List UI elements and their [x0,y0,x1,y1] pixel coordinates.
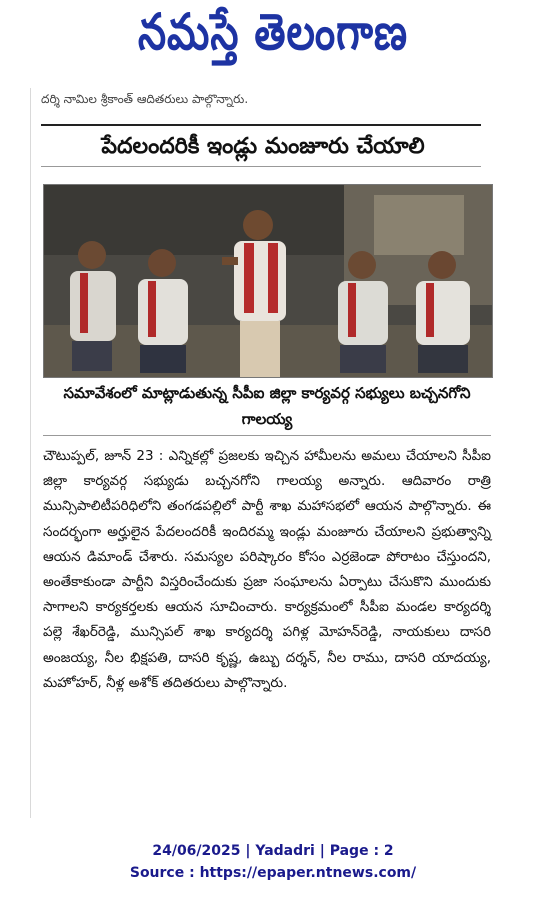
previous-article-cut-line: దర్శి నామిల శ్రీకాంత్ ఆదితరులు పాల్గొన్నారు. [41,92,249,106]
newspaper-title: నమస్తే తెలంగాణ [137,4,409,62]
article-photo [43,184,493,378]
article-clipping [30,88,491,818]
headline-top-rule [41,124,481,126]
footer-date-edition-page: 24/06/2025 | Yadadri | Page : 2 [152,843,394,859]
footer-source-url: Source : https://epaper.ntnews.com/ [129,865,417,881]
article-body: చౌటుప్పల్, జూన్ 23 : ఎన్నికల్లో ప్రజలకు ఇచ్చిన హామీలను అమలు చేయాలని సీపీఐ జిల్లా కార్యవర్గ సభ్యుడు బచ్చనగోని గాలయ్య అన్నారు. ఆదివారం రాత్రి మున్సిపాలిటీపరిధిలోని తంగడపల్లిలో పార్టీ శాఖ మహాసభలో ఆయన పాల్గొన్నారు. ఈ సందర్భంగా అర్హులైన పేదలందరికీ ఇందిరమ్మ ఇండ్లు మంజూరు చేయాలని ప్రభుత్వాన్ని ఆయన డిమాండ్ చేశారు. సమస్యల పరిష్కారం కోసం ఎర్రజెండా పోరాటం చేస్తుందని, అంతేకాకుండా పార్టీని విస్తరించేందుకు ప్రజా సంఘాలను ఏర్పాటు చేసుకొని ముందుకు సాగాలని కార్యకర్తలకు ఆయన సూచించారు. కార్యక్రమంలో సీపీఐ మండల కార్యదర్శి పల్లె శేఖర్‌రెడ్డి, మున్సిపల్ శాఖ కార్యదర్శి పగిళ్ల మోహన్‌రెడ్డి, నాయకులు దాసరి అంజయ్య, నీల భిక్షపతి, దాసరి కృష్ణ, ఉబ్బు దర్శన్, నీల రాము, దాసరి యాదయ్య, మహోహర్, నీళ్ల అశోక్ తదితరులు పాల్గొన్నారు. [43,448,491,691]
photo-caption: సమావేశంలో మాట్లాడుతున్న సీపీఐ జిల్లా కార్యవర్గ సభ్యులు బచ్చనగోని గాలయ్య [63,384,471,428]
meeting-photo-illustration [44,185,492,377]
headline-bottom-rule [41,166,481,167]
article-headline: పేదలందరికీ ఇండ్లు మంజూరు చేయాలి [101,134,425,159]
source-footer [0,840,546,884]
masthead [0,0,546,78]
caption-rule [43,435,491,436]
